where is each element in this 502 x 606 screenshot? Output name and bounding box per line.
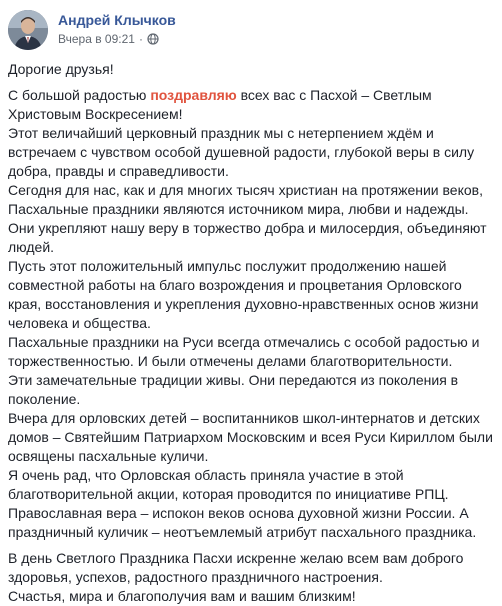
post-meta: Вчера в 09:21 · bbox=[58, 32, 159, 46]
paragraph-11: Счастья, мира и благополучия вам и вашим близким! bbox=[8, 588, 356, 604]
highlight-link[interactable]: поздравляю bbox=[150, 87, 237, 103]
author-name[interactable]: Андрей Клычков bbox=[58, 12, 176, 28]
paragraph-9: Православная вера – испокон веков основа духовной жизни России. А праздничный куличик – неотъемлемый атрибут пасхального праздника. bbox=[8, 505, 477, 540]
author-avatar[interactable] bbox=[8, 10, 48, 50]
greeting-text: Дорогие друзья! bbox=[8, 61, 114, 77]
paragraph-4: Пусть этот положительный импульс послужит продолжению нашей совместной работы на благо возрождения и процветания Орловского края, восстановления и укрепления духовно-нравственных основ жизни человека и общества. bbox=[8, 258, 479, 331]
paragraph-6: Эти замечательные традиции живы. Они передаются из поколения в поколение. bbox=[8, 372, 459, 407]
post-header bbox=[8, 10, 488, 50]
globe-icon[interactable] bbox=[147, 33, 159, 45]
post-time[interactable]: Вчера в 09:21 bbox=[58, 32, 135, 46]
paragraph-1 bbox=[8, 86, 496, 124]
paragraph-10: В день Светлого Праздника Пасхи искренне желаю всем вам доброго здоровья, успехов, радостного праздничного настроения. bbox=[8, 550, 464, 585]
paragraph-8: Я очень рад, что Орловская область приняла участие в этой благотворительной акции, которая проводится по инициативе РПЦ. bbox=[8, 467, 449, 502]
p1-text-end: всех вас с Пасхой – Светлым Христовым Воскресением! bbox=[8, 87, 432, 122]
post-text bbox=[8, 60, 496, 606]
p1-text-start: С большой радостью bbox=[8, 87, 151, 103]
paragraph-7: Вчера для орловских детей – воспитанников школ-интернатов и детских домов – Святейшим Патриархом Московским и всея Руси Кириллом были освящены пасхальные куличи. bbox=[8, 410, 493, 464]
paragraph-5: Пасхальные праздники на Руси всегда отмечались с особой радостью и торжественностью. И были отмечены делами благотворительности. bbox=[8, 334, 480, 369]
paragraph-3: Сегодня для нас, как и для многих тысяч христиан на протяжении веков, Пасхальные праздники являются источником мира, любви и надежды. Они укрепляют нашу веру в торжество добра и милосердия, объединяют людей. bbox=[8, 182, 487, 255]
paragraph-2: Этот величайший церковный праздник мы с нетерпением ждём и встречаем с чувством особой душевной радости, глубокой веры в силу добра, правды и справедливости. bbox=[8, 125, 475, 179]
avatar-image bbox=[8, 10, 48, 50]
